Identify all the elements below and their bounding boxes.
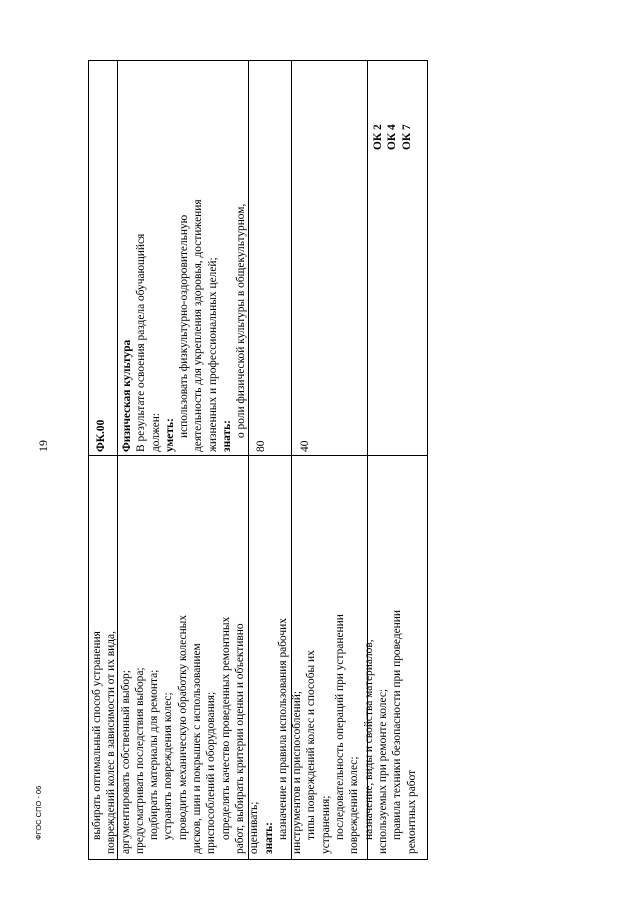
- table-border-top: [88, 60, 89, 860]
- text-line: оценивать;: [248, 801, 261, 854]
- text-line: работ, выбирать критерии оценки и объективно: [233, 623, 246, 854]
- text-line: инструментов и приспособлений;: [291, 691, 304, 854]
- text-line: выбирать оптимальный способ устранения: [91, 631, 103, 840]
- text-line: уметь:: [163, 418, 176, 452]
- text-line: знать:: [221, 420, 234, 452]
- text-line: ремонтных работ: [405, 769, 418, 854]
- text-line: устранять повреждения колес;: [162, 692, 175, 840]
- table-border-bottom: [427, 60, 428, 860]
- text-line: знать:: [262, 822, 275, 854]
- text-line: проводить механическую обработку колесных: [176, 614, 189, 840]
- competency-ok4: ОК 4: [386, 124, 399, 150]
- text-line: используемых при ремонте колес;: [376, 688, 389, 854]
- text-line: назначение и правила использования рабочих: [276, 618, 289, 840]
- table-border-right: [88, 60, 428, 61]
- text-line: деятельность для укрепления здоровья, достижения: [192, 199, 205, 452]
- text-line: дисков, шин и покрышек с использованием: [191, 643, 204, 854]
- competency-ok2: ОК 2: [372, 124, 384, 150]
- curriculum-table: [88, 60, 428, 860]
- text-line: жизненных и профессиональных целей;: [206, 257, 219, 452]
- row2-hours-total: 80: [255, 440, 267, 452]
- text-line: последовательность операций при устранении: [334, 614, 347, 840]
- row-separator: [88, 455, 428, 456]
- text-line: типы повреждений колес и способы их: [305, 650, 318, 840]
- row2-code: ФК.00: [95, 419, 107, 452]
- text-line: назначение, виды и свойства материалов,: [362, 639, 375, 840]
- page-number: 19: [36, 440, 50, 452]
- text-line: В результате освоения раздела обучающийся: [135, 233, 148, 452]
- competency-ok7: ОК 7: [400, 124, 413, 150]
- row1-skills-text: [90, 610, 419, 854]
- text-line: Физическая культура: [121, 339, 133, 452]
- text-line: о роли физической культуры в общекультурном,: [235, 203, 248, 438]
- text-line: должен:: [149, 412, 162, 452]
- text-line: устранения;: [319, 795, 332, 854]
- footer-label: ФГОС СПО - 06: [34, 785, 43, 840]
- text-line: использовать физкультурно-оздоровительную: [178, 214, 191, 438]
- text-line: повреждений колес в зависимости от их вида,: [105, 631, 118, 854]
- text-line: определять качество проведенных ремонтных: [219, 616, 232, 840]
- text-line: предусматривать последствия выбора;: [133, 667, 146, 854]
- text-line: приспособлений и оборудования;: [205, 691, 218, 854]
- table-border-left: [88, 859, 428, 860]
- text-line: аргументировать собственный выбор;: [119, 670, 132, 854]
- row2-skills-text: [120, 199, 249, 452]
- text-line: правила техники безопасности при проведении: [391, 610, 404, 840]
- text-line: повреждений колес;: [348, 756, 361, 854]
- rotated-table-page: [88, 60, 428, 860]
- row1-competencies: [371, 124, 414, 150]
- row2-hours-class: 40: [299, 440, 311, 452]
- text-line: подбирать материалы для ремонта;: [148, 669, 161, 840]
